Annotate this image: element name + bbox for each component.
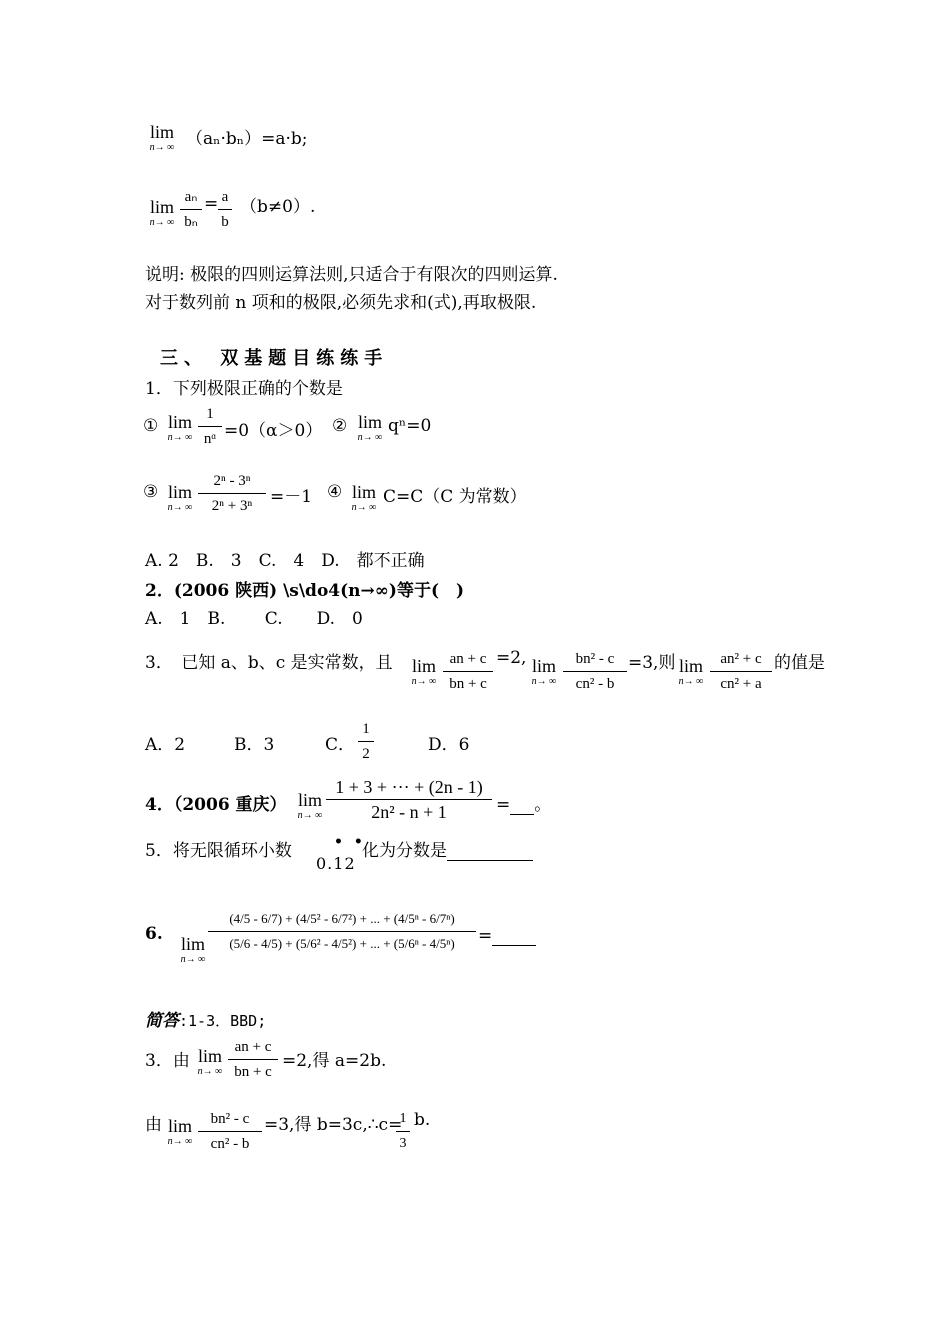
equals-sign: = [478, 926, 493, 946]
limit-symbol: lim n→ ∞ [167, 412, 193, 443]
question-stem: 3． 已知 a、b、c 是实常数，且 [145, 653, 393, 673]
answer-blank [447, 842, 533, 861]
answer-summary [145, 1006, 266, 1031]
fraction: 1 nᵅ [198, 403, 222, 450]
fraction: (4/5 - 6/7) + (4/5² - 6/7²) + ... + (4/5ⁿ - 6/7ⁿ) (5/6 - 4/5) + (5/6² - 4/5²) + ... + (5/6ⁿ - 4/5ⁿ) [208, 908, 476, 955]
note-paragraph: 对于数列前 n 项和的极限,必须先求和(式),再取极限. [145, 293, 537, 313]
answer-options: A. 2 B. 3 C. 4 D. 都不正确 [145, 551, 425, 571]
equation-text: =3,则 [628, 653, 676, 673]
limit-symbol: lim n→ ∞ [167, 1116, 193, 1147]
answer-option-b: B．3 [234, 735, 275, 755]
equation-text [478, 926, 536, 946]
choice-marker: ③ [143, 482, 159, 502]
answer-options: A. 1 B. C. D. 0 [145, 609, 363, 629]
limit-symbol: lim n→ ∞ [167, 482, 193, 513]
choice-marker: ② [332, 416, 348, 436]
limit-symbol: lim n→ ∞ [678, 656, 704, 687]
equals-sign: = [496, 795, 511, 815]
fraction: bn² - c cn² - b [563, 648, 627, 695]
answer-step-text: =3,得 b=3c,∴c= [264, 1115, 403, 1135]
equation-text: 的值是 [774, 653, 825, 673]
limit-symbol: lim n→ ∞ [411, 656, 437, 687]
repeating-dots: • • [334, 834, 366, 850]
period: 。 [534, 795, 552, 815]
answer-text: :1-3．BBD; [179, 1012, 267, 1030]
section-title: 三、 双基题目练练手 [160, 348, 389, 369]
choice-text: =0（α＞0） [224, 421, 323, 441]
fraction: an² + c cn² + a [710, 648, 772, 695]
question-text [362, 836, 533, 861]
fraction: 2ⁿ - 3ⁿ 2ⁿ + 3ⁿ [198, 470, 266, 517]
question-label: 6. [145, 924, 163, 944]
answer-option-a: A．2 [145, 735, 186, 755]
answer-blank [492, 927, 536, 946]
answer-blank [510, 796, 534, 815]
answer-step: 由 [145, 1115, 162, 1135]
fraction: an + c bn + c [443, 648, 493, 695]
answer-option-d: D．6 [428, 735, 470, 755]
question-stem: 2．(2006 陕西) \s\do4(n→∞)等于( ) [145, 581, 465, 601]
question-stem: 5．将无限循环小数 [145, 841, 292, 861]
answer-step-text: =2,得 a=2b. [282, 1051, 387, 1071]
limit-symbol: lim n→ ∞ [351, 482, 377, 513]
question-label: 4．（2006 重庆） [145, 795, 287, 815]
fraction: an + c bn + c [228, 1036, 278, 1083]
rule-product: （aₙ·bₙ）=a·b; [186, 129, 308, 149]
choice-marker: ① [143, 416, 159, 436]
choice-text: =－1 [270, 487, 313, 507]
repeating-decimal: 0.12 [316, 854, 356, 873]
choice-text: C=C（C 为常数） [383, 487, 527, 507]
choice-text: qⁿ=0 [388, 416, 432, 436]
limit-symbol: lim n→ ∞ [149, 122, 175, 153]
answer-label: 简答 [145, 1011, 179, 1031]
fraction: aₙ bₙ [180, 186, 202, 233]
choice-marker: ④ [327, 482, 343, 502]
rule-condition: （b≠0）. [240, 197, 316, 217]
limit-symbol: lim n→ ∞ [531, 656, 557, 687]
fraction: a b [218, 186, 232, 233]
limit-symbol: lim n→ ∞ [149, 197, 175, 228]
answer-step-text: b. [414, 1110, 431, 1130]
limit-symbol: lim n→ ∞ [180, 934, 206, 965]
fraction: 1 + 3 + ··· + (2n - 1) 2n² - n + 1 [326, 776, 492, 823]
equals-sign: = [204, 194, 219, 214]
fraction: bn² - c cn² - b [198, 1108, 262, 1155]
fraction: 1 2 [358, 718, 374, 765]
limit-symbol: lim n→ ∞ [357, 412, 383, 443]
equation-text: =2, [496, 648, 527, 668]
answer-option-c: C． [325, 735, 356, 755]
equation-text [496, 790, 551, 815]
limit-symbol: lim n→ ∞ [297, 790, 323, 821]
fraction: 1 3 [396, 1108, 410, 1155]
question-stem: 1．下列极限正确的个数是 [145, 379, 343, 399]
question-tail: 化为分数是 [362, 841, 447, 861]
note-paragraph: 说明: 极限的四则运算法则,只适合于有限次的四则运算. [145, 265, 558, 285]
limit-symbol: lim n→ ∞ [197, 1046, 223, 1077]
answer-step: 3．由 [145, 1051, 190, 1071]
